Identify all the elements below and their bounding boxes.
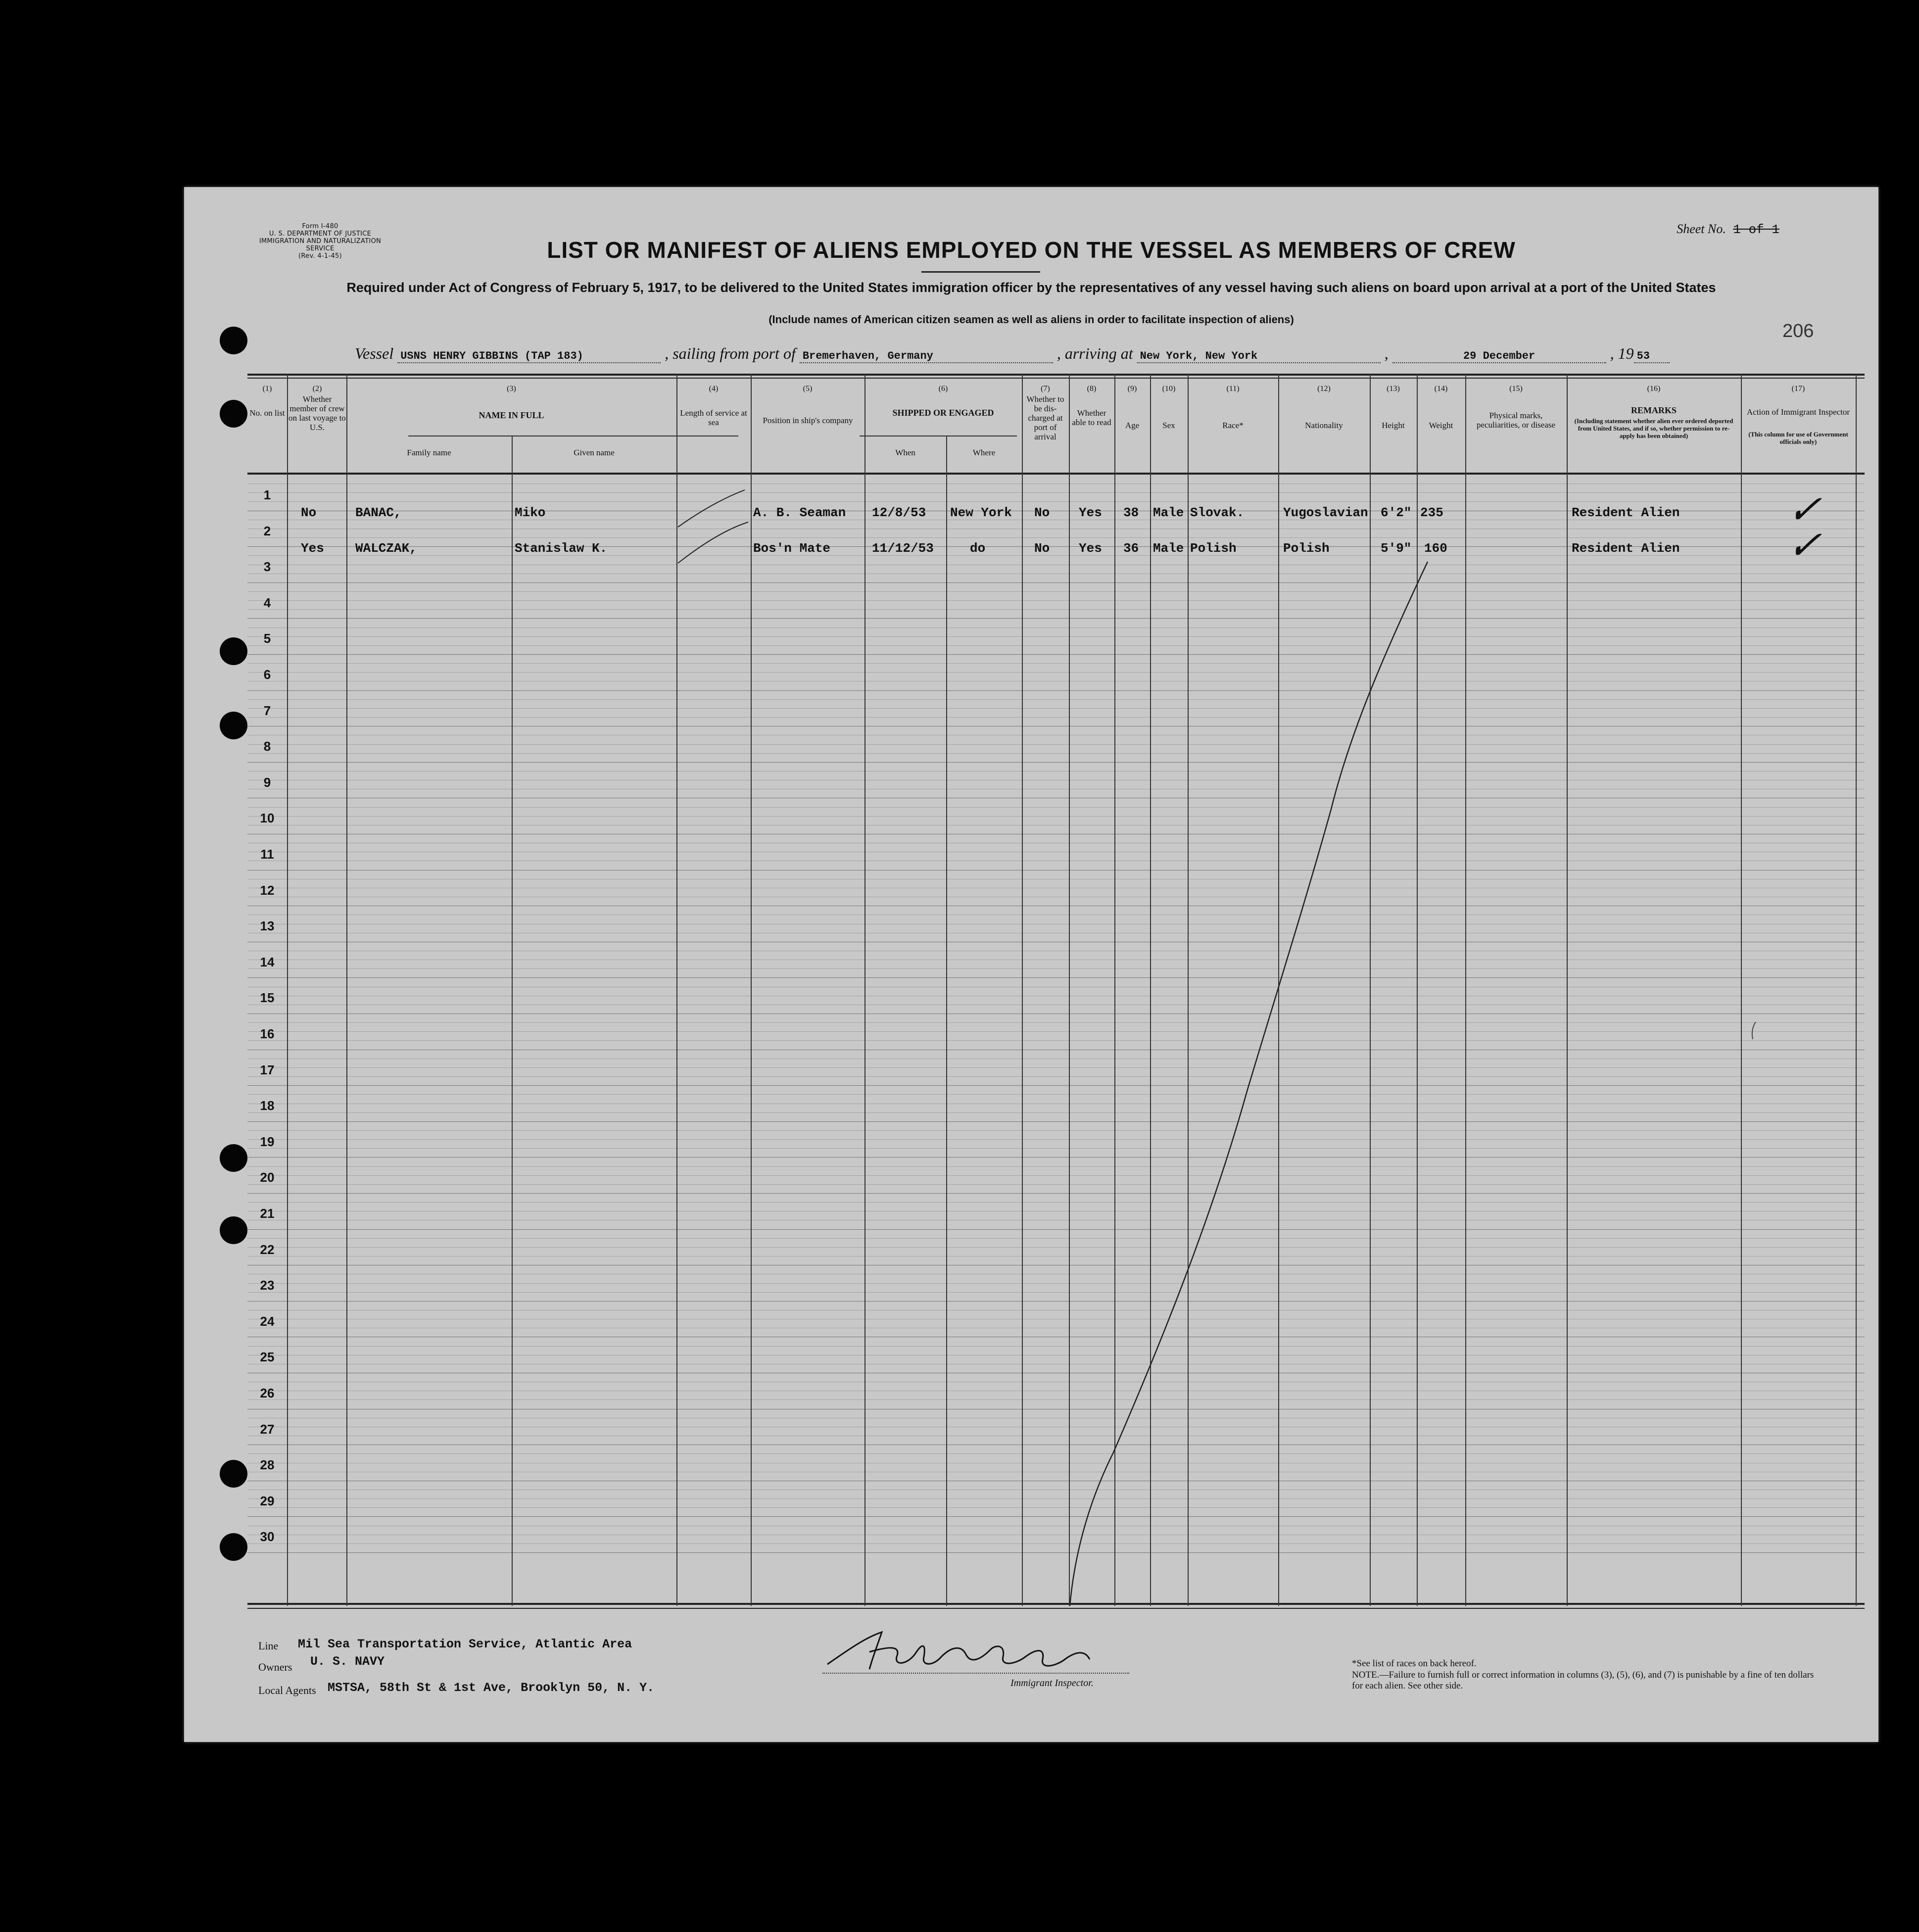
row-2-when: 11/12/53 [872, 541, 934, 556]
col-6-header: SHIPPED OR ENGAGED [892, 408, 994, 418]
row-number: 1 [263, 487, 271, 502]
row-number: 6 [263, 667, 271, 682]
row-number: 4 [263, 595, 271, 610]
col-11-header: Race* [1222, 421, 1244, 430]
row-number: 13 [260, 918, 275, 934]
row-number: 10 [260, 811, 275, 826]
row-number: 8 [263, 739, 271, 754]
row-1-race: Slovak. [1190, 505, 1245, 520]
arrival-date: 29 December [1392, 350, 1606, 363]
crew-table [247, 374, 1865, 1606]
row-1-weight: 235 [1420, 505, 1443, 520]
row-number: 25 [260, 1350, 275, 1365]
sheet-value: 1 of 1 [1733, 222, 1779, 237]
col-8-number: (8) [1087, 385, 1097, 393]
arriving-label: , arriving at [1056, 344, 1133, 362]
row-number: 26 [260, 1386, 275, 1401]
col-6-number: (6) [938, 385, 948, 393]
col-10-header: Sex [1162, 421, 1175, 430]
col-10-number: (10) [1162, 385, 1176, 393]
col-15-header: Physical marks, peculiarities, or disease [1476, 411, 1556, 430]
punch-hole [220, 1533, 247, 1561]
department: U. S. DEPARTMENT OF JUSTICE [269, 230, 372, 238]
from-port: Bremerhaven, Germany [800, 350, 1053, 363]
row-2-where: do [970, 541, 986, 556]
col-2-header: Whether member of crew on last voyage to U.S. [288, 394, 346, 432]
row-number: 30 [260, 1529, 275, 1545]
col-13-number: (13) [1387, 385, 1400, 393]
row-2-age: 36 [1123, 541, 1139, 556]
col-1-number: (1) [262, 385, 272, 393]
punch-hole [220, 1144, 247, 1172]
col-14-number: (14) [1434, 385, 1448, 393]
row-number: 18 [260, 1098, 275, 1113]
year-suffix: 53 [1634, 350, 1670, 363]
punch-hole [220, 637, 247, 665]
row-1-discharged: No [1034, 505, 1050, 520]
row-2-discharged: No [1034, 541, 1050, 556]
row-number: 20 [260, 1170, 275, 1185]
row-1-given-name: Miko [515, 505, 546, 520]
row-number: 27 [260, 1421, 275, 1437]
line-label: Line [258, 1640, 279, 1652]
line-value: Mil Sea Transportation Service, Atlantic Area [298, 1637, 632, 1651]
to-port: New York, New York [1137, 350, 1381, 363]
table-bottom-rule [247, 1608, 1865, 1609]
row-number: 23 [260, 1278, 275, 1293]
row-number: 15 [260, 990, 275, 1006]
sheet-label: Sheet No. [1677, 222, 1726, 236]
signature-line [822, 1672, 1129, 1674]
row-number: 12 [260, 882, 275, 898]
owners-label: Owners [258, 1661, 292, 1673]
row-number: 14 [260, 954, 275, 969]
row-1-height: 6'2" [1381, 505, 1412, 520]
row-2-remarks: Resident Alien [1572, 541, 1680, 556]
page-number: 206 [1782, 321, 1814, 341]
col-13-header: Height [1382, 421, 1405, 430]
row-2-height: 5'9" [1381, 541, 1412, 556]
col-8-header: Whether able to read [1072, 408, 1111, 427]
form-revision: (Rev. 4-1-45) [298, 252, 342, 260]
family-name-header: Family name [407, 448, 451, 457]
row-number: 3 [263, 559, 271, 575]
row-number: 16 [260, 1026, 275, 1041]
when-header: When [895, 448, 915, 457]
document-subnote: (Include names of American citizen seamen as well as aliens in order to facilitate inspection of aliens) [768, 313, 1294, 326]
row-1-position: A. B. Seaman [753, 505, 846, 520]
col-9-number: (9) [1127, 385, 1137, 393]
where-header: Where [972, 448, 996, 457]
row-1-nationality: Yugoslavian [1283, 505, 1368, 520]
col-16-number: (16) [1647, 385, 1661, 393]
punch-hole [220, 1216, 247, 1244]
agents-value: MSTSA, 58th St & 1st Ave, Brooklyn 50, N. Y. [328, 1681, 655, 1695]
agents-label: Local Agents [258, 1684, 316, 1696]
voyage-line: Vessel USNS HENRY GIBBINS (TAP 183) , sailing from port of Bremerhaven, Germany , arriving at New York, New York , 29 December , 19 53 [355, 344, 1790, 364]
owners-value: U. S. NAVY [310, 1654, 385, 1669]
row-number: 22 [260, 1242, 275, 1257]
col-4-header: Length of service at sea [680, 408, 747, 427]
row-1-sex: Male [1153, 505, 1184, 520]
col-16-header: REMARKS [1631, 405, 1677, 415]
row-2-nationality: Polish [1283, 541, 1330, 556]
row-1-where: New York [950, 505, 1012, 520]
col-17-number: (17) [1791, 385, 1805, 393]
row-1-age: 38 [1123, 505, 1139, 520]
vessel-name: USNS HENRY GIBBINS (TAP 183) [397, 350, 661, 363]
inspector-signature [822, 1617, 1144, 1677]
col-14-header: Weight [1429, 421, 1453, 430]
row-number: 29 [260, 1493, 275, 1508]
col-17-header: Action of Immigrant Inspector [1746, 407, 1850, 417]
row-2-weight: 160 [1424, 541, 1447, 556]
row-number: 5 [263, 631, 271, 646]
col-3-number: (3) [507, 385, 516, 393]
form-number: Form I-480 [302, 223, 338, 230]
col-11-number: (11) [1226, 385, 1240, 393]
sailing-label: , sailing from port of [665, 344, 796, 362]
inspector-check-mark: ✓ [1783, 486, 1833, 532]
document-subtitle: Required under Act of Congress of February 5, 1917, to be delivered to the United States immigration officer by the representatives of any vessel having such aliens on board upon arrival at a port of the United States [346, 280, 1716, 295]
sheet-number [1677, 222, 1779, 237]
row-1-able-to-read: Yes [1079, 505, 1102, 520]
punch-hole [220, 1460, 247, 1488]
row-1-when: 12/8/53 [872, 505, 926, 520]
col-12-header: Nationality [1305, 421, 1343, 430]
row-number: 24 [260, 1313, 275, 1329]
col-5-header: Position in ship's company [763, 416, 853, 425]
row-2-race: Polish [1190, 541, 1237, 556]
given-name-header: Given name [574, 448, 615, 457]
col-9-header: Age [1125, 421, 1140, 430]
row-number: 2 [263, 523, 271, 538]
document-title: LIST OR MANIFEST OF ALIENS EMPLOYED ON THE VESSEL AS MEMBERS OF CREW [547, 237, 1516, 263]
row-number: 21 [260, 1206, 275, 1221]
manifest-sheet [184, 187, 1878, 1742]
year-prefix: 19 [1618, 344, 1634, 362]
col-2-number: (2) [312, 385, 322, 393]
col-17-note: (This column for use of Government officials only) [1748, 431, 1848, 445]
service-name: IMMIGRATION AND NATURALIZATION SERVICE [259, 238, 382, 252]
row-2-able-to-read: Yes [1079, 541, 1102, 556]
inspector-label: Immigrant Inspector. [1010, 1678, 1094, 1689]
col-12-number: (12) [1317, 385, 1331, 393]
inspector-check-mark: ✓ [1783, 522, 1833, 568]
pen-strokes [247, 374, 1865, 1606]
col-1-header: No. on list [249, 408, 285, 418]
row-number: 19 [260, 1134, 275, 1149]
row-number: 28 [260, 1457, 275, 1473]
row-number: 11 [260, 847, 274, 862]
row-2-position: Bos'n Mate [753, 541, 831, 556]
col-3-header: NAME IN FULL [479, 410, 544, 420]
col-5-number: (5) [803, 385, 813, 393]
col-7-number: (7) [1041, 385, 1050, 393]
penalty-note: NOTE.—Failure to furnish full or correct information in columns (3), (5), (6), and (7) is punishable by a fine of ten dollars for each alien. See other side. [1352, 1670, 1814, 1691]
row-number: 17 [260, 1062, 275, 1077]
row-1-remarks: Resident Alien [1572, 505, 1680, 520]
vessel-label: Vessel [355, 344, 394, 362]
row-number: 9 [263, 774, 271, 790]
row-2-sex: Male [1153, 541, 1184, 556]
col-4-number: (4) [709, 385, 719, 393]
col-15-number: (15) [1509, 385, 1523, 393]
punch-hole [220, 400, 247, 428]
col-16-note: (Including statement whether alien ever ordered deported from United States, and if so, whether permission to re-apply has been obtained) [1574, 417, 1733, 439]
col-7-header: Whether to be dis-charged at port of arrival [1026, 394, 1064, 441]
punch-hole [220, 712, 247, 739]
punch-hole [220, 327, 247, 354]
row-2-last-voyage: Yes [301, 541, 324, 556]
row-1-family-name: BANAC, [355, 505, 402, 520]
title-underline [921, 271, 1040, 273]
row-number: 7 [263, 703, 271, 718]
row-2-family-name: WALCZAK, [355, 541, 417, 556]
row-2-given-name: Stanislaw K. [515, 541, 608, 556]
row-1-last-voyage: No [301, 505, 317, 520]
races-note: *See list of races on back hereof. [1352, 1658, 1477, 1669]
